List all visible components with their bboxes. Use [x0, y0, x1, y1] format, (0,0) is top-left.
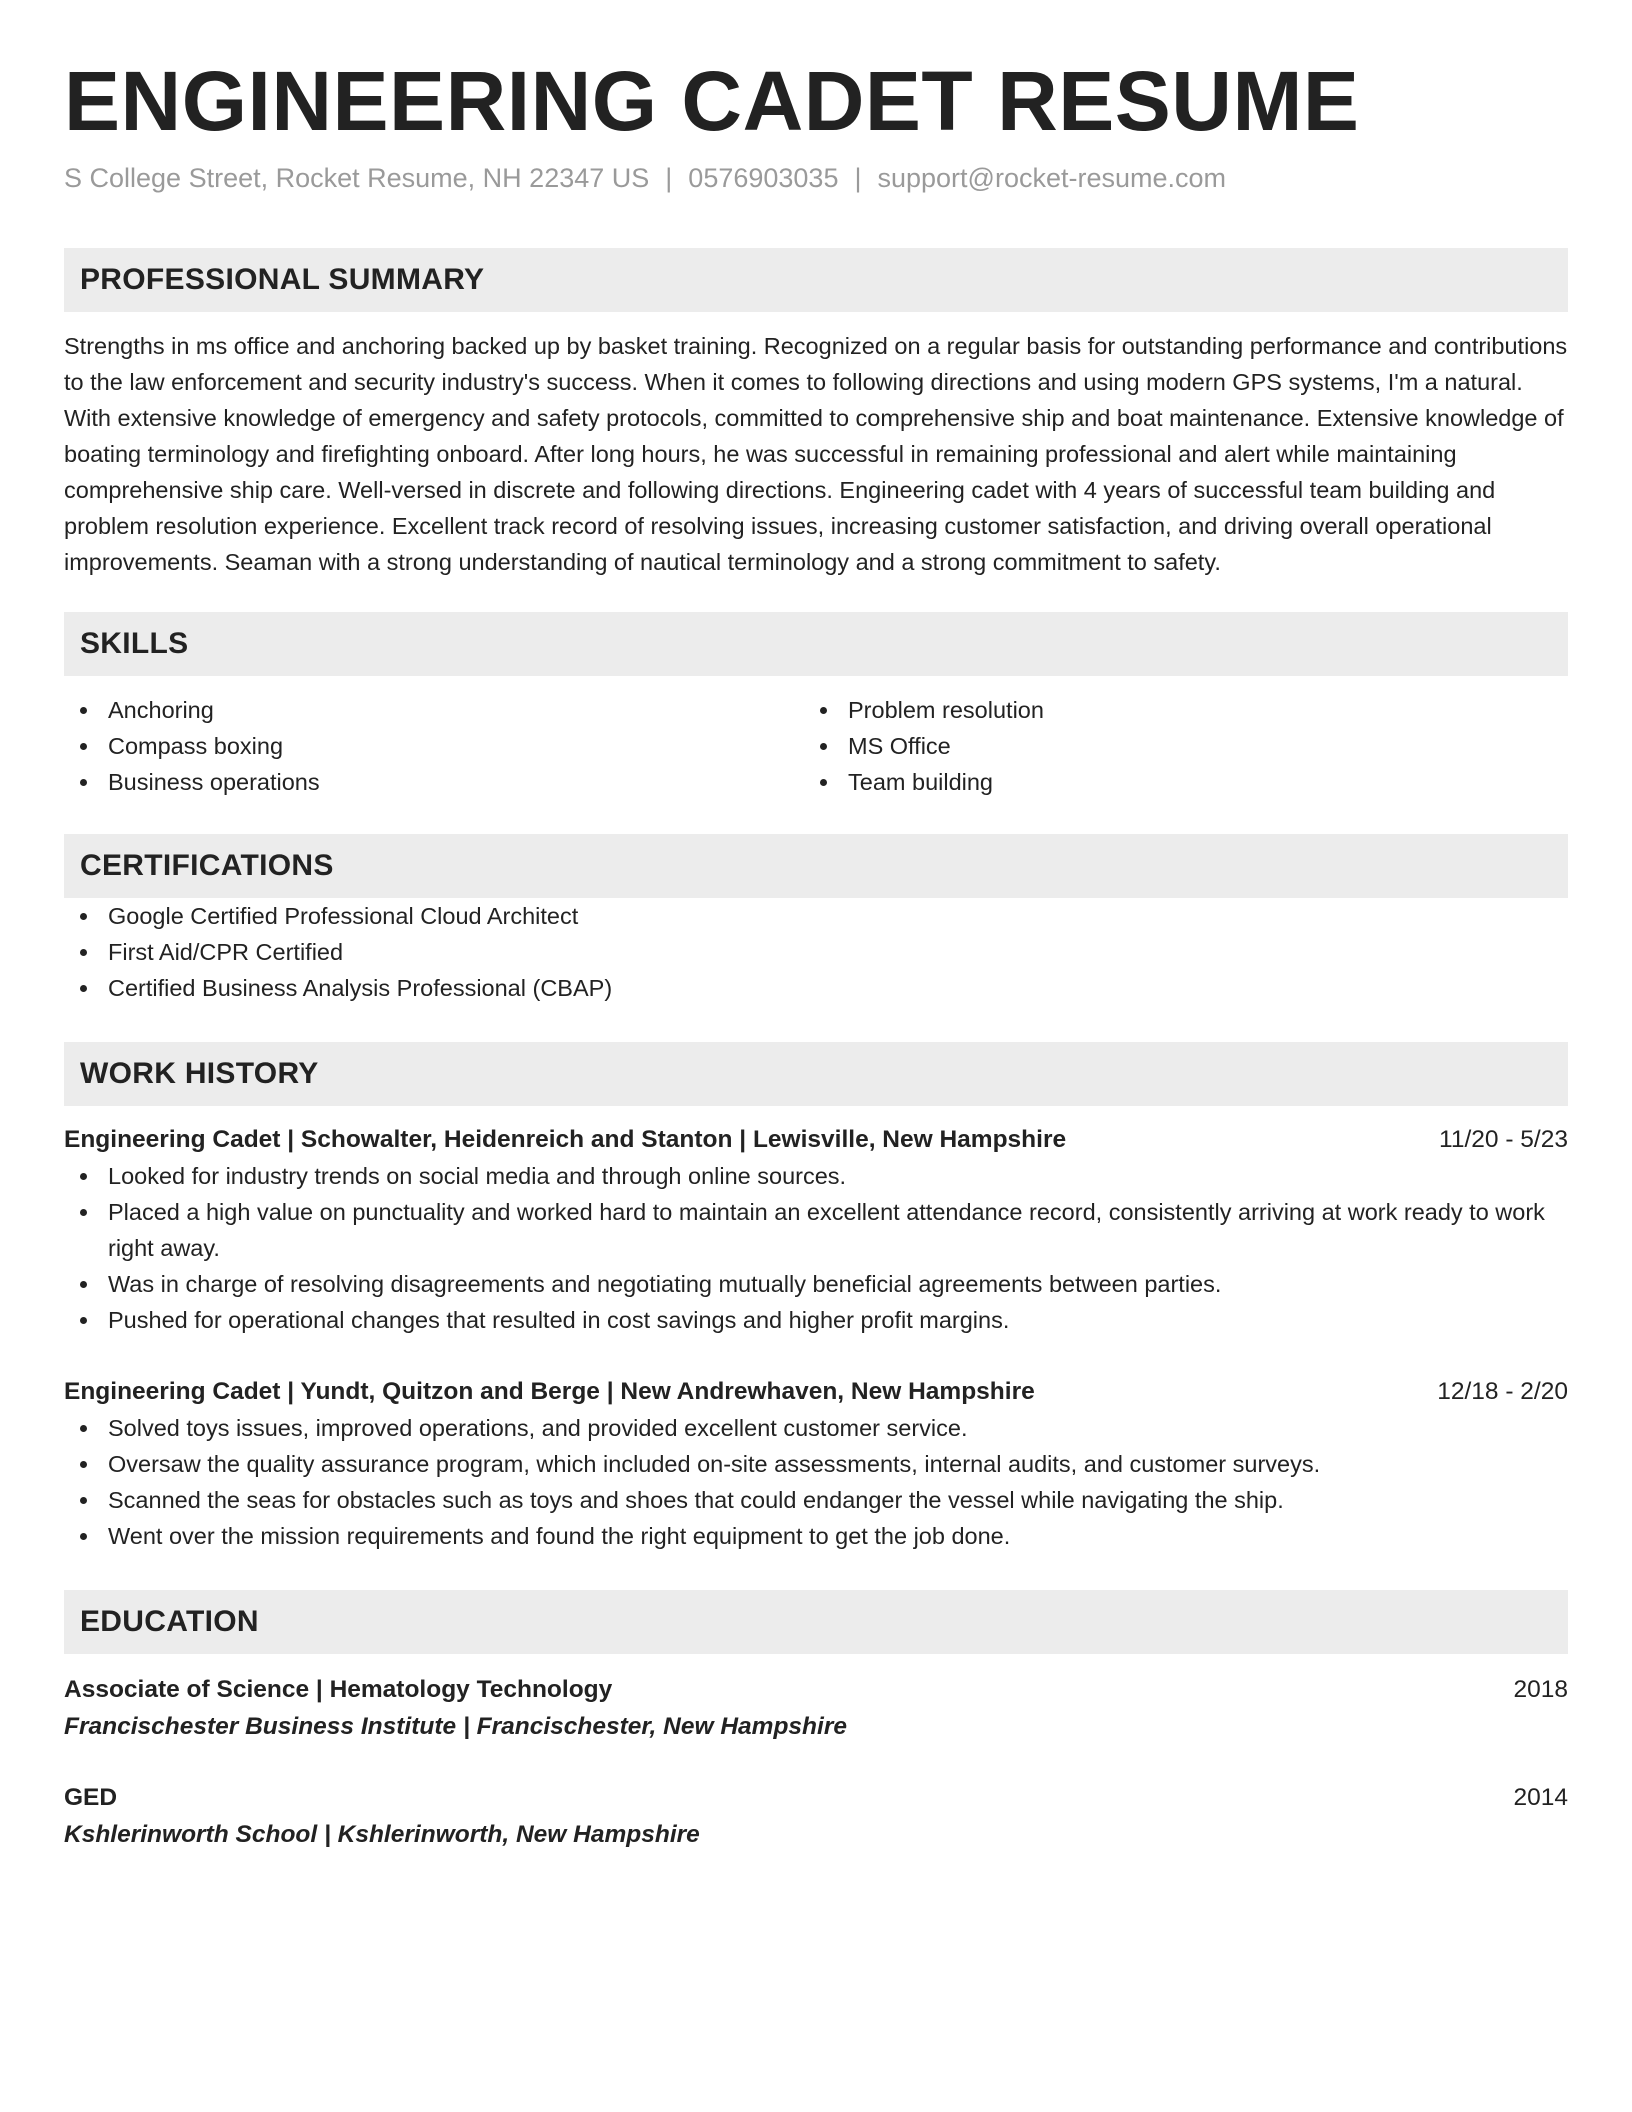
certification-item: Certified Business Analysis Professional (CBAP): [64, 970, 1568, 1006]
certifications-list: [64, 898, 1568, 1006]
education-degree: Associate of Science | Hematology Technology: [64, 1675, 613, 1703]
job-dates: 11/20 - 5/23: [1439, 1125, 1568, 1153]
summary-text: Strengths in ms office and anchoring backed up by basket training. Recognized on a regular basis for outstanding performance and contributions to the law enforcement and security industry's success. When it comes to following directions and using modern GPS systems, I'm a natural. With extensive knowledge of emergency and safety protocols, committed to comprehensive ship and boat maintenance. Extensive knowledge of boating terminology and firefighting onboard. After long hours, he was successful in remaining professional and alert while maintaining comprehensive ship care. Well-versed in discrete and following directions. Engineering cadet with 4 years of successful team building and problem resolution experience. Excellent track record of resolving issues, increasing customer satisfaction, and driving overall operational improvements. Seaman with a strong understanding of nautical terminology and a strong commitment to safety.: [64, 332, 1568, 575]
job-duty-item: Oversaw the quality assurance program, which included on-site assessments, internal audits, and customer surveys.: [64, 1446, 1568, 1482]
job-duty-item: Scanned the seas for obstacles such as toys and shoes that could endanger the vessel while navigating the ship.: [64, 1482, 1568, 1518]
job-duty-item: Was in charge of resolving disagreements and negotiating mutually beneficial agreements between parties.: [64, 1266, 1568, 1302]
job-duty-item: Pushed for operational changes that resulted in cost savings and higher profit margins.: [64, 1302, 1568, 1338]
education-entry: [64, 1672, 1568, 1746]
contact-phone: 0576903035: [688, 162, 839, 193]
job-duties-list: [64, 1410, 1568, 1554]
job-header: [64, 1122, 1568, 1158]
skills-grid: [64, 692, 1568, 800]
education-year: 2018: [1513, 1675, 1568, 1703]
education-header: [64, 1780, 1568, 1816]
contact-address: S College Street, Rocket Resume, NH 22347 US: [64, 162, 650, 193]
education-year: 2014: [1513, 1783, 1568, 1811]
skill-item: Compass boxing: [64, 728, 804, 764]
skills-column-right: [804, 692, 1544, 800]
section-heading-certifications: CERTIFICATIONS: [64, 834, 1568, 898]
job-duty-item: Placed a high value on punctuality and worked hard to maintain an excellent attendance record, consistently arriving at work ready to work right away.: [64, 1194, 1568, 1266]
education-header: [64, 1672, 1568, 1708]
job-duties-list: [64, 1158, 1568, 1338]
contact-separator: |: [854, 162, 862, 193]
contact-line: [64, 161, 1568, 196]
job-dates: 12/18 - 2/20: [1437, 1377, 1568, 1405]
skill-item: Team building: [804, 764, 1544, 800]
job-duty-item: Went over the mission requirements and found the right equipment to get the job done.: [64, 1518, 1568, 1554]
job-entry: [64, 1122, 1568, 1338]
job-title: Engineering Cadet | Yundt, Quitzon and Berge | New Andrewhaven, New Hampshire: [64, 1377, 1035, 1405]
section-heading-skills: SKILLS: [64, 612, 1568, 676]
skill-item: Business operations: [64, 764, 804, 800]
skill-item: Anchoring: [64, 692, 804, 728]
section-heading-education: EDUCATION: [64, 1590, 1568, 1654]
contact-email: support@rocket-resume.com: [877, 162, 1227, 193]
education-school: Francischester Business Institute | Francischester, New Hampshire: [64, 1712, 847, 1740]
job-entry: [64, 1374, 1568, 1554]
job-title: Engineering Cadet | Schowalter, Heidenreich and Stanton | Lewisville, New Hampshire: [64, 1125, 1067, 1153]
section-heading-work-history: WORK HISTORY: [64, 1042, 1568, 1106]
contact-separator: |: [665, 162, 673, 193]
certification-item: Google Certified Professional Cloud Architect: [64, 898, 1568, 934]
resume-title: ENGINEERING CADET RESUME: [64, 54, 1360, 148]
certification-item: First Aid/CPR Certified: [64, 934, 1568, 970]
job-duty-item: Solved toys issues, improved operations, and provided excellent customer service.: [64, 1410, 1568, 1446]
section-heading-summary: PROFESSIONAL SUMMARY: [64, 248, 1568, 312]
job-duty-item: Looked for industry trends on social media and through online sources.: [64, 1158, 1568, 1194]
skills-column-left: [64, 692, 804, 800]
skill-item: Problem resolution: [804, 692, 1544, 728]
job-header: [64, 1374, 1568, 1410]
education-entry: [64, 1780, 1568, 1854]
education-school: Kshlerinworth School | Kshlerinworth, New Hampshire: [64, 1820, 700, 1848]
education-degree: GED: [64, 1783, 118, 1811]
skill-item: MS Office: [804, 728, 1544, 764]
